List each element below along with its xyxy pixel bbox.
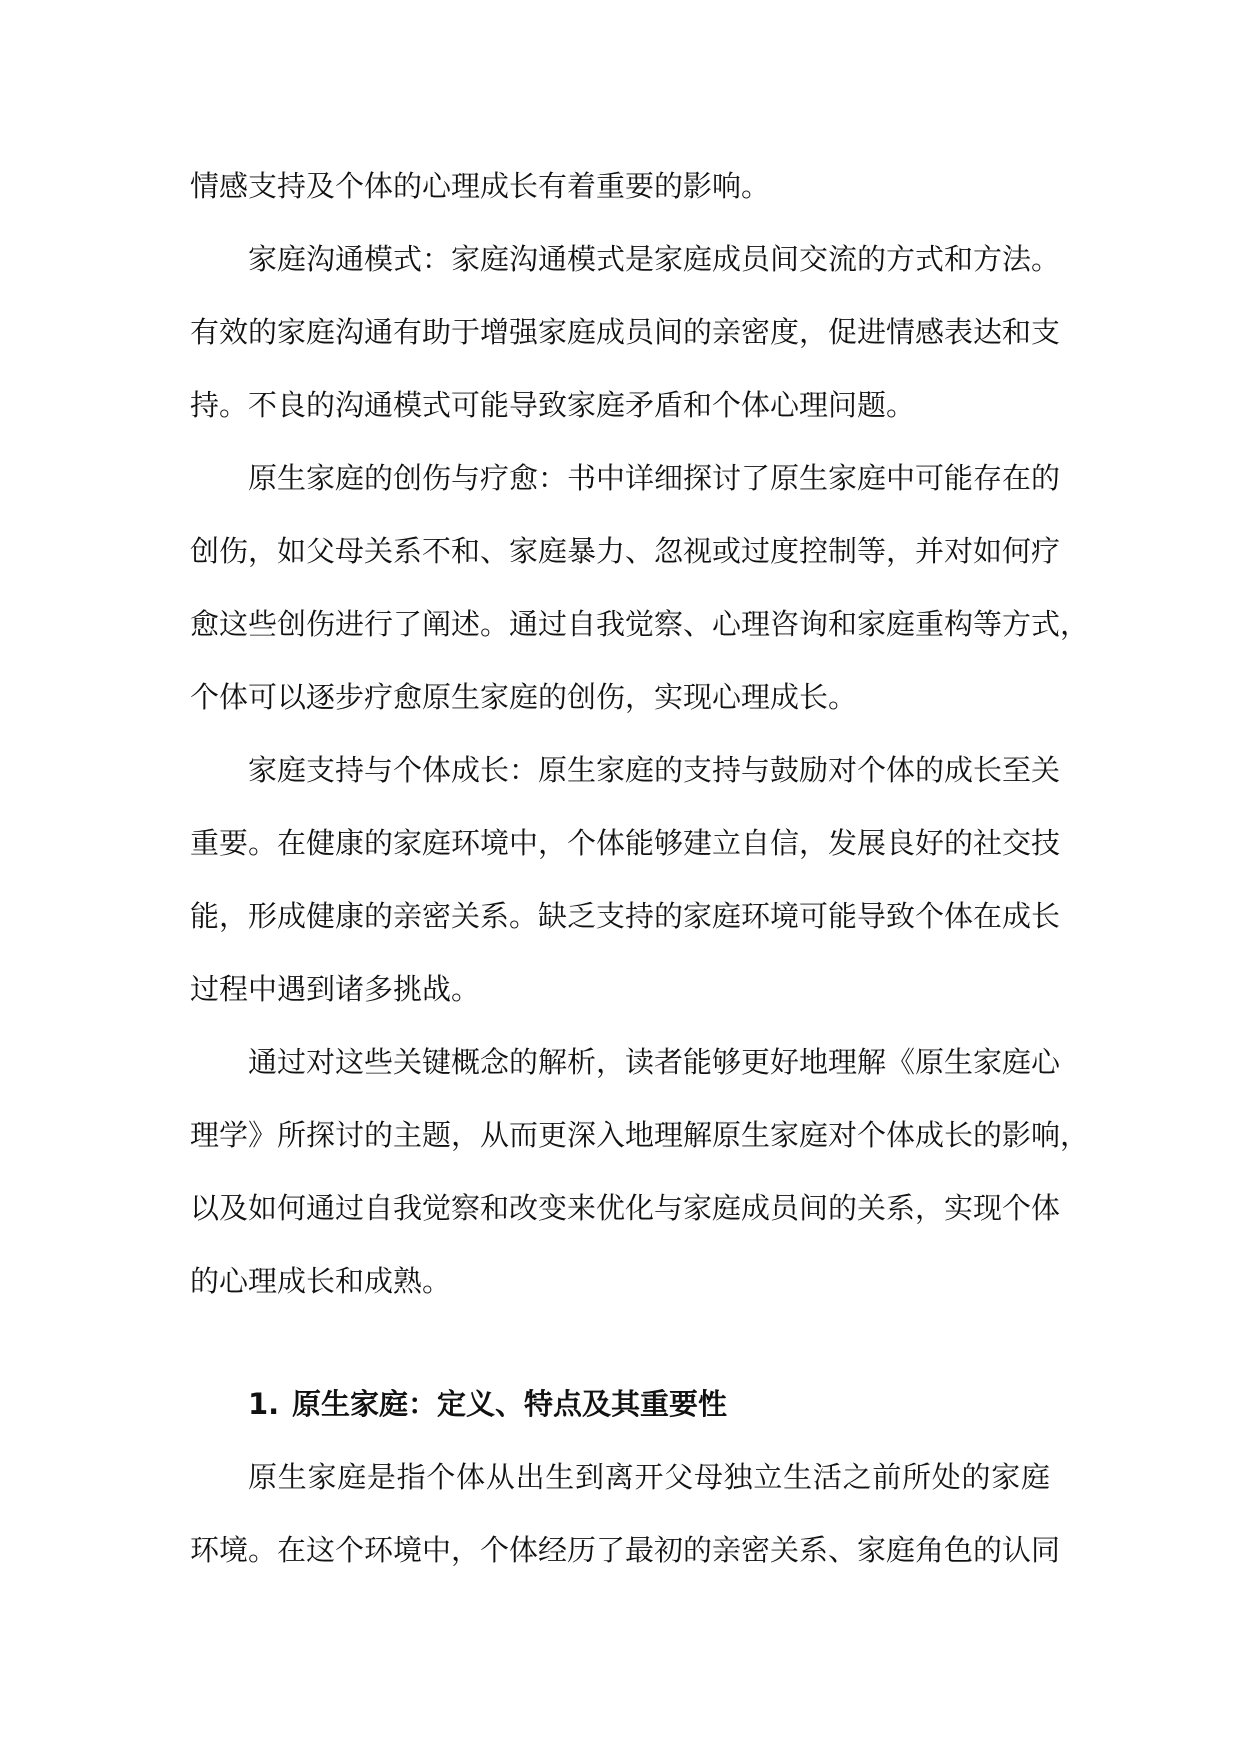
document-page bbox=[190, 150, 1090, 1587]
text-line: 过程中遇到诸多挑战。 bbox=[190, 972, 481, 1006]
text-line: 持。不良的沟通模式可能导致家庭矛盾和个体心理问题。 bbox=[190, 388, 916, 422]
text-line: 愈这些创伤进行了阐述。通过自我觉察、心理咨询和家庭重构等方式， bbox=[190, 607, 1090, 641]
text-line: 能，形成健康的亲密关系。缺乏支持的家庭环境可能导致个体在成长 bbox=[190, 899, 1061, 933]
text-line: 情感支持及个体的心理成长有着重要的影响。 bbox=[190, 169, 771, 203]
text-line: 重要。在健康的家庭环境中，个体能够建立自信，发展良好的社交技 bbox=[190, 826, 1061, 860]
paragraph-continuation bbox=[190, 150, 1050, 223]
section-heading bbox=[190, 1368, 1050, 1441]
text-line: 创伤，如父母关系不和、家庭暴力、忽视或过度控制等，并对如何疗 bbox=[190, 534, 1061, 568]
text-line: 家庭沟通模式：家庭沟通模式是家庭成员间交流的方式和方法。 bbox=[248, 242, 1061, 276]
text-line: 个体可以逐步疗愈原生家庭的创伤，实现心理成长。 bbox=[190, 680, 858, 714]
text-line: 以及如何通过自我觉察和改变来优化与家庭成员间的关系，实现个体 bbox=[190, 1191, 1061, 1225]
text-line: 原生家庭的创伤与疗愈：书中详细探讨了原生家庭中可能存在的 bbox=[248, 461, 1061, 495]
paragraph-trauma-healing bbox=[190, 442, 1090, 734]
text-line: 家庭支持与个体成长：原生家庭的支持与鼓励对个体的成长至关 bbox=[248, 753, 1061, 787]
paragraph-family-support bbox=[190, 734, 1061, 1026]
section-title: 原生家庭：定义、特点及其重要性 bbox=[292, 1387, 728, 1421]
text-line: 理学》所探讨的主题，从而更深入地理解原生家庭对个体成长的影响， bbox=[190, 1118, 1090, 1152]
text-line: 环境。在这个环境中，个体经历了最初的亲密关系、家庭角色的认同 bbox=[190, 1533, 1061, 1567]
text-line: 的心理成长和成熟。 bbox=[190, 1264, 452, 1298]
text-line: 通过对这些关键概念的解析，读者能够更好地理解《原生家庭心 bbox=[248, 1045, 1061, 1079]
paragraph-summary bbox=[190, 1026, 1090, 1318]
text-line: 原生家庭是指个体从出生到离开父母独立生活之前所处的家庭 bbox=[248, 1460, 1050, 1494]
paragraph-definition bbox=[190, 1441, 1061, 1587]
paragraph-family-communication bbox=[190, 223, 1061, 442]
section-number: 1. bbox=[248, 1387, 280, 1421]
text-line: 有效的家庭沟通有助于增强家庭成员间的亲密度，促进情感表达和支 bbox=[190, 315, 1061, 349]
